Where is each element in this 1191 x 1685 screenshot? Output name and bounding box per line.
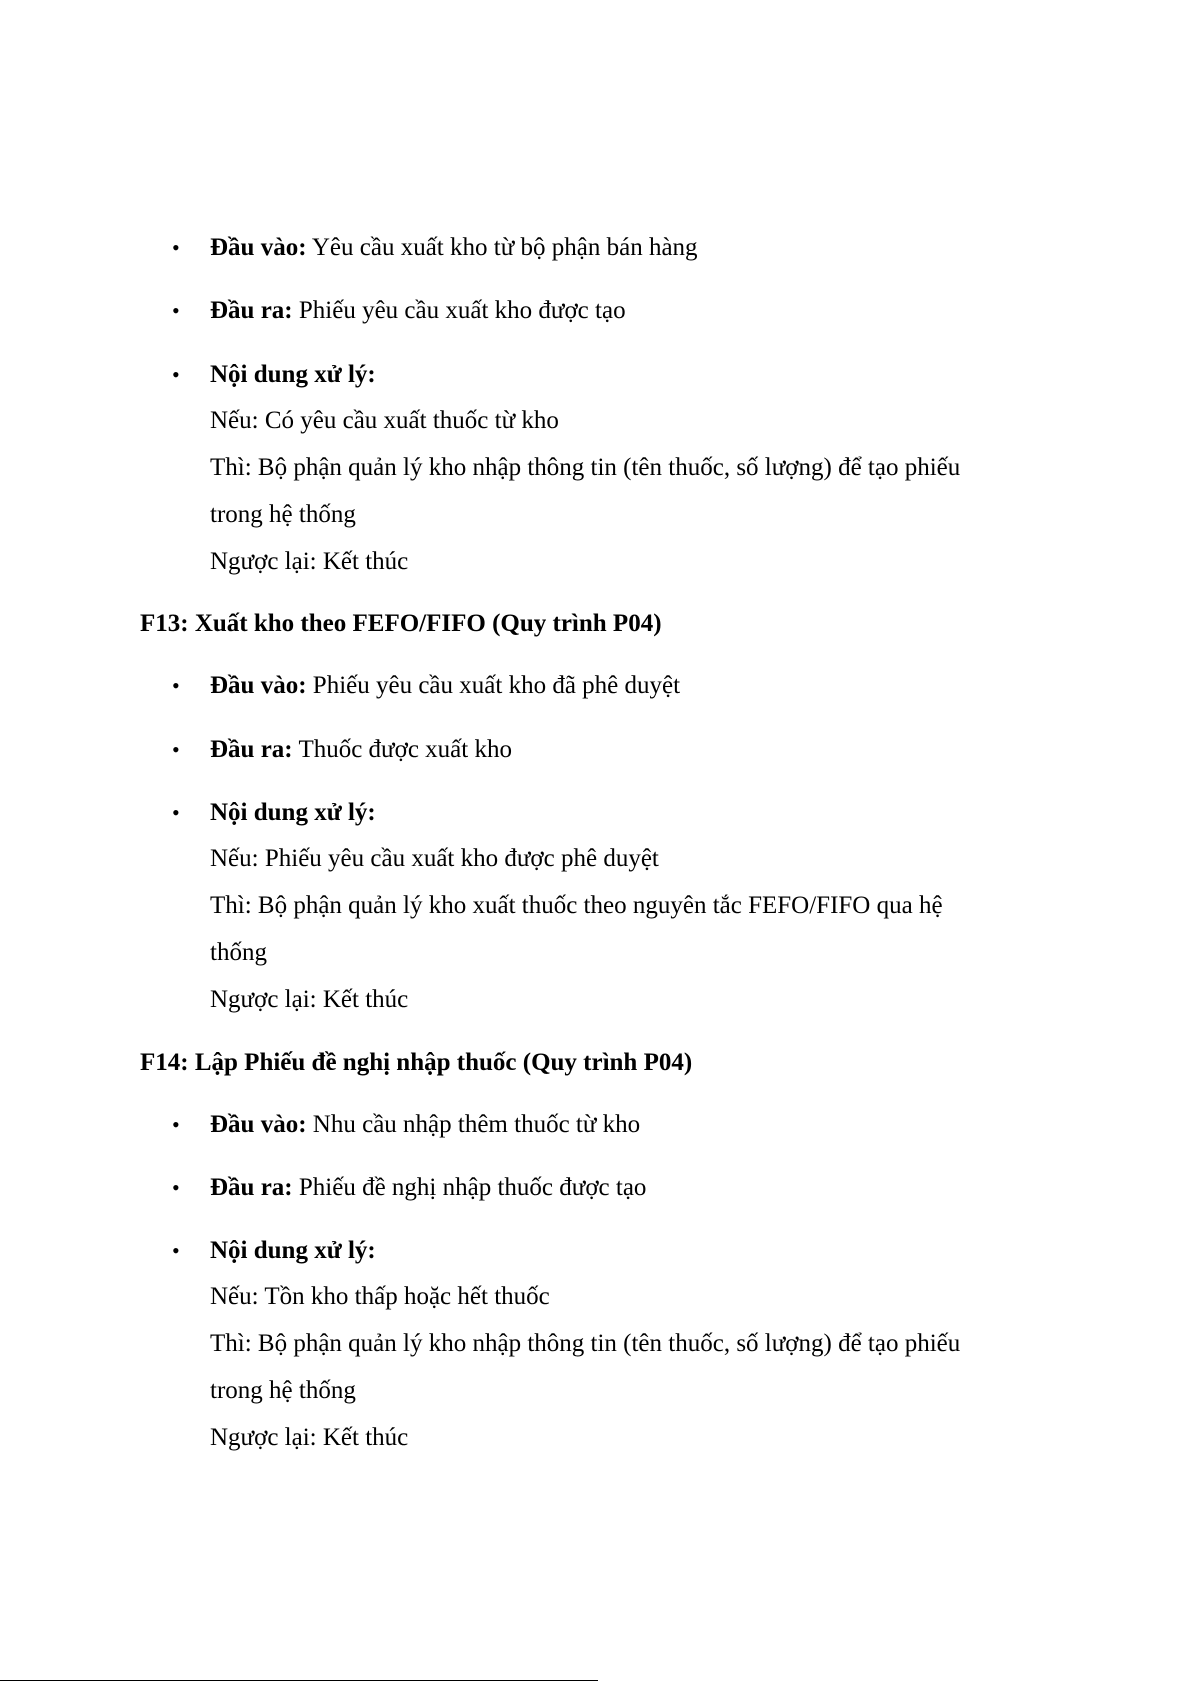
process-line: Nếu: Phiếu yêu cầu xuất kho được phê duyệt [210, 845, 659, 872]
process-line: Ngược lại: Kết thúc [210, 548, 409, 575]
output-label: Đầu ra: [210, 736, 293, 763]
input-label: Đầu vào: [210, 234, 307, 261]
process-line: Thì: Bộ phận quản lý kho xuất thuốc theo nguyên tắc FEFO/FIFO qua hệ [210, 892, 943, 919]
process-label: Nội dung xử lý: [210, 361, 376, 388]
process-line: Nếu: Tồn kho thấp hoặc hết thuốc [210, 1283, 550, 1310]
process-line: Thì: Bộ phận quản lý kho nhập thông tin (tên thuốc, số lượng) để tạo phiếu [210, 454, 961, 481]
bullet-icon: • [172, 800, 180, 825]
bullet-icon: • [172, 1238, 180, 1263]
bullet-icon: • [172, 1175, 180, 1200]
bullet-icon: • [172, 737, 180, 762]
input-text: Yêu cầu xuất kho từ bộ phận bán hàng [306, 234, 698, 261]
input-text: Nhu cầu nhập thêm thuốc từ kho [306, 1111, 641, 1138]
process-line: trong hệ thống [210, 1377, 356, 1404]
bullet-icon: • [172, 1112, 180, 1137]
output-label: Đầu ra: [210, 1174, 293, 1201]
process-line: Nếu: Có yêu cầu xuất thuốc từ kho [210, 407, 559, 434]
output-label: Đầu ra: [210, 297, 293, 324]
process-line: trong hệ thống [210, 501, 356, 528]
input-text: Phiếu yêu cầu xuất kho đã phê duyệt [306, 672, 681, 699]
footnote-separator [0, 1680, 598, 1681]
process-line: Ngược lại: Kết thúc [210, 986, 409, 1013]
process-line: Thì: Bộ phận quản lý kho nhập thông tin (tên thuốc, số lượng) để tạo phiếu [210, 1330, 961, 1357]
process-line: Ngược lại: Kết thúc [210, 1424, 409, 1451]
process-label: Nội dung xử lý: [210, 799, 376, 826]
output-text: Phiếu đề nghị nhập thuốc được tạo [292, 1174, 647, 1201]
bullet-icon: • [172, 673, 180, 698]
process-label: Nội dung xử lý: [210, 1237, 376, 1264]
bullet-icon: • [172, 235, 180, 260]
bullet-icon: • [172, 298, 180, 323]
section-heading-f13: F13: Xuất kho theo FEFO/FIFO (Quy trình P04) [140, 610, 662, 637]
input-label: Đầu vào: [210, 1111, 307, 1138]
process-line: thống [210, 939, 267, 966]
section-heading-f14: F14: Lập Phiếu đề nghị nhập thuốc (Quy trình P04) [140, 1049, 693, 1076]
output-text: Thuốc được xuất kho [292, 736, 512, 763]
bullet-icon: • [172, 362, 180, 387]
input-label: Đầu vào: [210, 672, 307, 699]
output-text: Phiếu yêu cầu xuất kho được tạo [292, 297, 626, 324]
